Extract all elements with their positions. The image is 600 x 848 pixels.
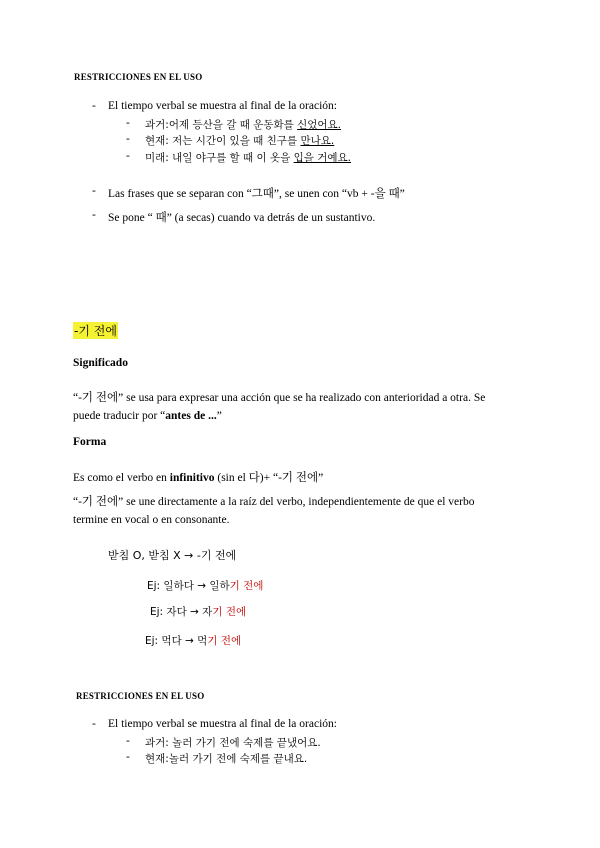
bullet-dash: - xyxy=(92,185,96,197)
restrictions-heading-2: RESTRICCIONES EN EL USO xyxy=(76,691,205,701)
significado-line-2: puede traducir por “antes de ...” xyxy=(73,410,222,422)
example-work: Ej: 일하다 → 일하기 전에 xyxy=(147,580,264,592)
sub-bullet-dash: - xyxy=(126,751,130,763)
example-future: 미래: 내일 야구를 할 때 이 옷을 입을 거예요. xyxy=(145,152,352,164)
bullet-noun-rule: Se pone “ 때” (a secas) cuando va detrás de un sustantivo. xyxy=(108,212,376,224)
sub-bullet-dash: - xyxy=(126,117,130,129)
example-past-2: 과거: 놀러 가기 전에 숙제를 끝냈어요. xyxy=(145,737,321,749)
bullet-tense-2: El tiempo verbal se muestra al final de la oración: xyxy=(108,718,337,730)
significado-heading: Significado xyxy=(73,357,128,369)
sub-bullet-dash: - xyxy=(126,133,130,145)
example-past: 과거:어제 등산을 갈 때 운동화를 신었어요. xyxy=(145,119,342,131)
bullet-dash: - xyxy=(92,209,96,221)
forma-line-1: Es como el verbo en infinitivo (sin el 다)+ “-기 전에” xyxy=(73,472,324,484)
example-present-2: 현재:놀러 가기 전에 숙제를 끝내요. xyxy=(145,753,308,765)
bullet-dash: - xyxy=(92,718,96,730)
batchim-rule: 받침 O, 받침 X → -기 전에 xyxy=(108,549,237,562)
forma-line-2: “-기 전에” se une directamente a la raíz del verbo, independientemente de que el verbo xyxy=(73,496,475,508)
example-present: 현재: 저는 시간이 있을 때 친구를 만나요. xyxy=(145,135,335,147)
forma-line-3: termine en vocal o en consonante. xyxy=(73,514,230,526)
example-sleep: Ej: 자다 → 자기 전에 xyxy=(150,606,247,618)
forma-heading: Forma xyxy=(73,436,107,448)
sub-bullet-dash: - xyxy=(126,735,130,747)
bullet-tense: El tiempo verbal se muestra al final de la oración: xyxy=(108,100,337,112)
bullet-dash: - xyxy=(92,100,96,112)
significado-line-1: “-기 전에” se usa para expresar una acción que se ha realizado con anterioridad a otra. Se xyxy=(73,392,486,404)
restrictions-heading-1: RESTRICCIONES EN EL USO xyxy=(74,72,203,82)
grammar-title: -기 전에 xyxy=(74,324,117,338)
sub-bullet-dash: - xyxy=(126,150,130,162)
bullet-separated-phrases: Las frases que se separan con “그때”, se unen con “vb + -을 때” xyxy=(108,188,405,200)
example-eat: Ej: 먹다 → 먹기 전에 xyxy=(145,635,242,647)
